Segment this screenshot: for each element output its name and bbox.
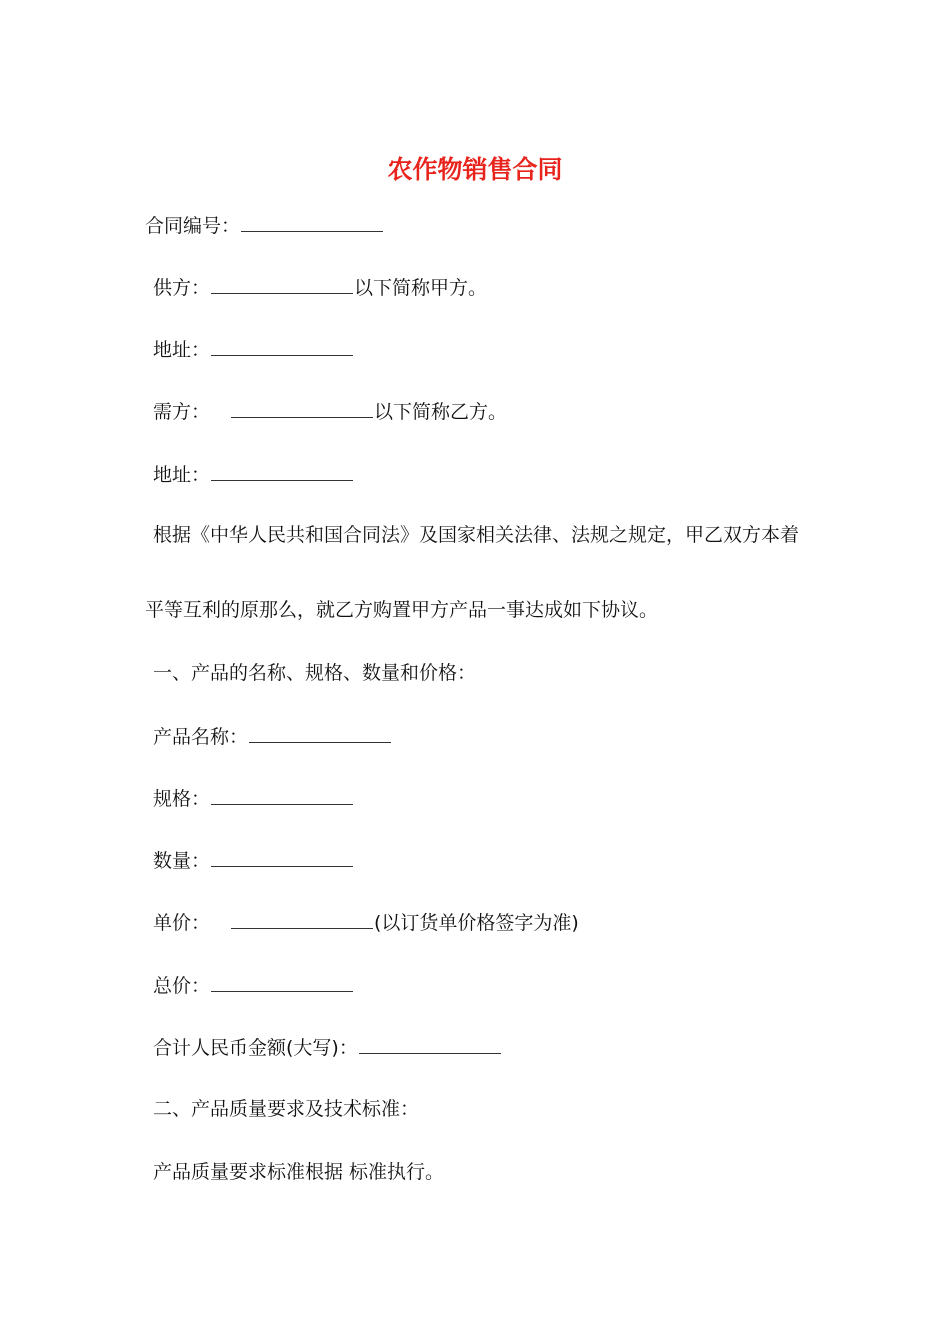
contract-number-label: 合同编号： [145,215,241,237]
quality-standard-text: 产品质量要求标准根据 标准执行。 [153,1161,445,1183]
unit-price-blank [231,908,373,929]
spec-blank [211,784,353,805]
buyer-blank [231,397,373,418]
supplier-address-label: 地址： [153,339,211,361]
product-name-label: 产品名称： [153,726,249,748]
quantity-label: 数量： [153,850,211,872]
total-line [153,971,354,999]
section-1-heading: 一、产品的名称、规格、数量和价格： [153,662,477,684]
supplier-address-blank [211,335,353,356]
total-blank [211,971,353,992]
supplier-line [153,273,487,301]
rmb-total-blank [359,1033,501,1054]
unit-price-label: 单价： [153,912,211,934]
supplier-blank [211,273,353,294]
product-name-blank [249,722,391,743]
contract-number-line [145,211,384,239]
rmb-total-label: 合计人民币金额(大写)： [153,1037,358,1059]
preamble-line-2: 平等互利的原那么，就乙方购置甲方产品一事达成如下协议。 [145,599,659,621]
buyer-address-label: 地址： [153,464,211,486]
supplier-address-line [153,335,354,363]
unit-price-note: (以订货单价格签字为准) [374,912,579,934]
quantity-line [153,846,354,874]
total-label: 总价： [153,975,211,997]
document-title: 农作物销售合同 [387,155,563,184]
buyer-label: 需方： [153,401,211,423]
buyer-line [153,397,507,425]
supplier-label: 供方： [153,277,211,299]
unit-price-line [153,908,579,936]
supplier-suffix: 以下简称甲方。 [354,277,488,299]
spec-label: 规格： [153,788,211,810]
rmb-total-line [153,1033,502,1061]
contract-number-blank [241,211,383,232]
buyer-suffix: 以下简称乙方。 [374,401,508,423]
quantity-blank [211,846,353,867]
section-2-heading: 二、产品质量要求及技术标准： [153,1098,420,1120]
buyer-address-line [153,460,354,488]
preamble-line-1: 根据《中华人民共和国合同法》及国家相关法律、法规之规定，甲乙双方本着 [153,524,800,546]
product-name-line [153,722,392,750]
spec-line [153,784,354,812]
buyer-address-blank [211,460,353,481]
